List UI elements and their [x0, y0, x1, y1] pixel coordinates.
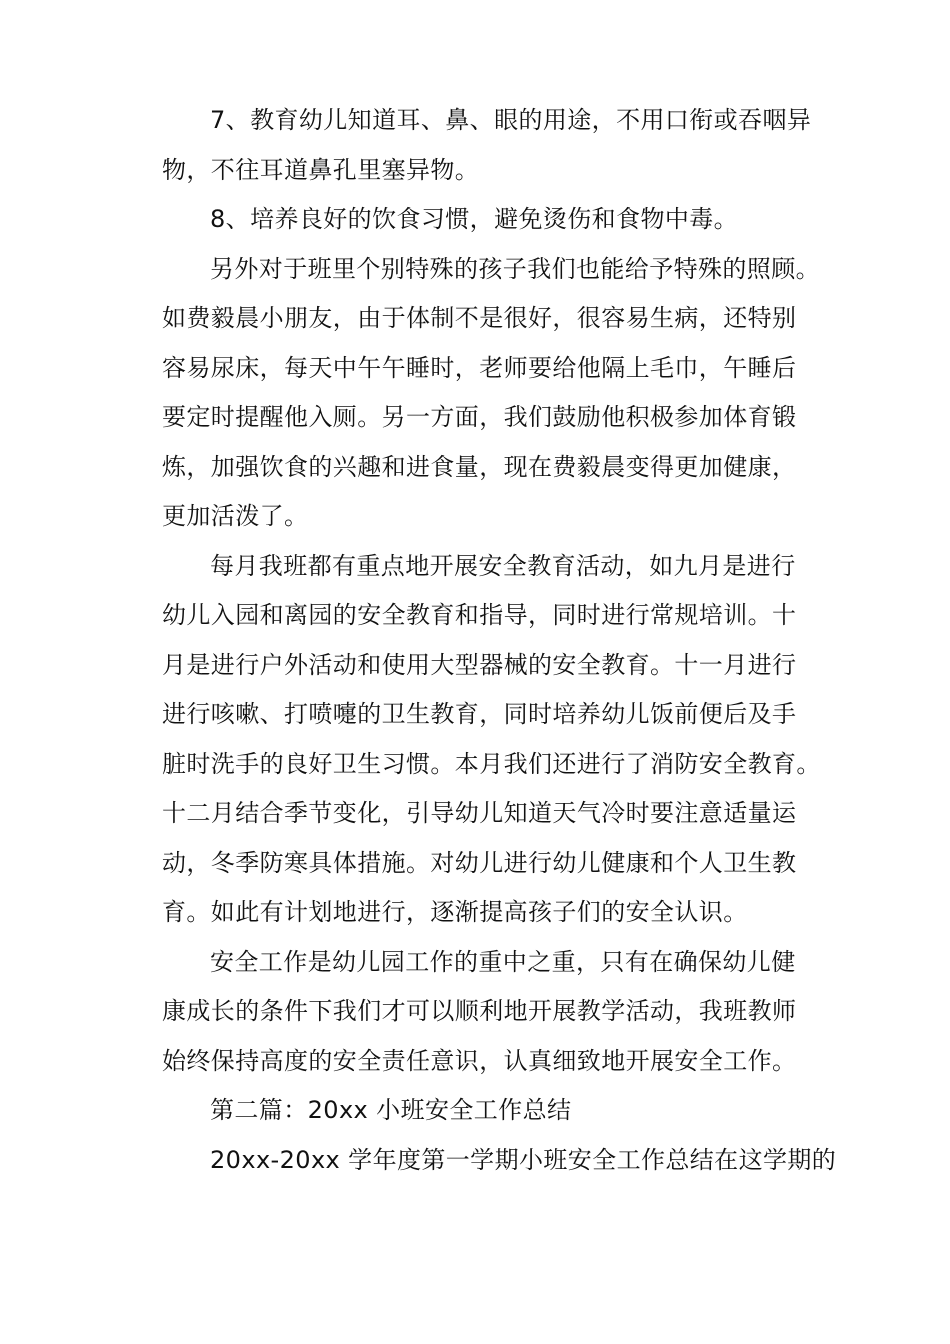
text-line: 要定时提醒他入厕。另一方面，我们鼓励他积极参加体育锻 [162, 403, 797, 431]
text-line: 康成长的条件下我们才可以顺利地开展教学活动，我班教师 [162, 997, 797, 1025]
paragraph-safety-priority [162, 938, 797, 1087]
paragraph-section-intro [162, 1136, 837, 1186]
paragraph-item-8 [162, 195, 790, 245]
text-line: 幼儿入园和离园的安全教育和指导，同时进行常规培训。十 [162, 601, 797, 629]
paragraph-monthly-activities [162, 542, 821, 938]
section-heading [162, 1086, 790, 1136]
text-line: 如费毅晨小朋友，由于体制不是很好，很容易生病，还特别 [162, 304, 797, 332]
text-line: 始终保持高度的安全责任意识，认真细致地开展安全工作。 [162, 1046, 797, 1075]
text-line: 脏时洗手的良好卫生习惯。本月我们还进行了消防安全教育。 [162, 749, 821, 778]
document-body [162, 96, 837, 1185]
text-line: 第二篇：20xx 小班安全工作总结 [210, 1096, 572, 1124]
text-line: 十二月结合季节变化，引导幼儿知道天气冷时要注意适量运 [162, 799, 797, 827]
text-line: 容易尿床，每天中午午睡时，老师要给他隔上毛巾，午睡后 [162, 353, 797, 382]
paragraph-item-7 [162, 96, 812, 195]
text-line: 另外对于班里个别特殊的孩子我们也能给予特殊的照顾。 [210, 254, 820, 283]
text-line: 8、培养良好的饮食习惯，避免烫伤和食物中毒。 [210, 205, 739, 233]
text-line: 育。如此有计划地进行，逐渐提高孩子们的安全认识。 [162, 898, 748, 926]
text-line: 20xx-20xx 学年度第一学期小班安全工作总结在这学期的 [210, 1145, 837, 1174]
text-line: 月是进行户外活动和使用大型器械的安全教育。十一月进行 [162, 650, 797, 679]
text-line: 进行咳嗽、打喷嚏的卫生教育，同时培养幼儿饭前便后及手 [162, 700, 797, 728]
text-line: 炼，加强饮食的兴趣和进食量，现在费毅晨变得更加健康， [162, 452, 797, 481]
text-line: 安全工作是幼儿园工作的重中之重，只有在确保幼儿健 [210, 947, 796, 976]
text-line: 物，不往耳道鼻孔里塞异物。 [162, 155, 480, 184]
text-line: 7、教育幼儿知道耳、鼻、眼的用途，不用口衔或吞咽异 [210, 106, 812, 134]
text-line: 更加活泼了。 [162, 502, 309, 530]
text-line: 动，冬季防寒具体措施。对幼儿进行幼儿健康和个人卫生教 [162, 848, 797, 877]
text-line: 每月我班都有重点地开展安全教育活动，如九月是进行 [210, 551, 796, 580]
paragraph-special-care [162, 245, 820, 542]
